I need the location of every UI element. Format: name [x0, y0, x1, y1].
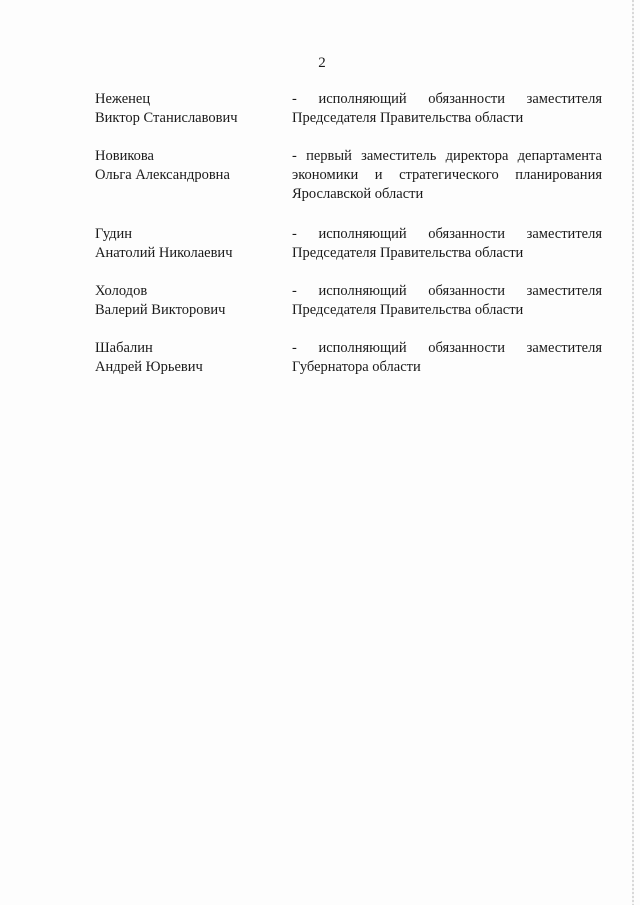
role-line: Председателя Правительства области — [292, 245, 524, 261]
person-given-names: Валерий Викторович — [95, 302, 226, 318]
person-name — [95, 339, 292, 377]
scan-edge-artifact — [632, 0, 634, 905]
role-line: Ярославской области — [292, 186, 424, 202]
role-line: Председателя Правительства области — [292, 302, 524, 318]
person-given-names: Ольга Александровна — [95, 167, 230, 183]
list-item — [95, 225, 605, 263]
person-name — [95, 147, 292, 204]
role-line: - первый заместитель директора департамента — [292, 148, 602, 164]
role-line: Губернатора области — [292, 359, 421, 375]
person-role — [292, 339, 602, 377]
person-given-names: Виктор Станиславович — [95, 110, 238, 126]
person-surname: Гудин — [95, 226, 133, 242]
list-item — [95, 147, 605, 204]
person-role — [292, 90, 602, 128]
person-role — [292, 225, 602, 263]
role-line: - исполняющий обязанности заместителя — [292, 226, 602, 242]
person-given-names: Андрей Юрьевич — [95, 359, 203, 375]
person-name — [95, 90, 292, 128]
person-surname: Неженец — [95, 91, 151, 107]
member-list — [95, 90, 605, 396]
person-role — [292, 282, 602, 320]
role-line: Председателя Правительства области — [292, 110, 524, 126]
list-item — [95, 282, 605, 320]
list-item — [95, 90, 605, 128]
person-role — [292, 147, 602, 204]
person-name — [95, 282, 292, 320]
person-surname: Шабалин — [95, 340, 153, 356]
person-name — [95, 225, 292, 263]
person-given-names: Анатолий Николаевич — [95, 245, 233, 261]
role-line: - исполняющий обязанности заместителя — [292, 91, 602, 107]
list-item — [95, 339, 605, 377]
page-number: 2 — [318, 55, 326, 71]
person-surname: Холодов — [95, 283, 148, 299]
role-line: - исполняющий обязанности заместителя — [292, 283, 602, 299]
role-line: экономики и стратегического планирования — [292, 167, 602, 183]
role-line: - исполняющий обязанности заместителя — [292, 340, 602, 356]
person-surname: Новикова — [95, 148, 154, 164]
